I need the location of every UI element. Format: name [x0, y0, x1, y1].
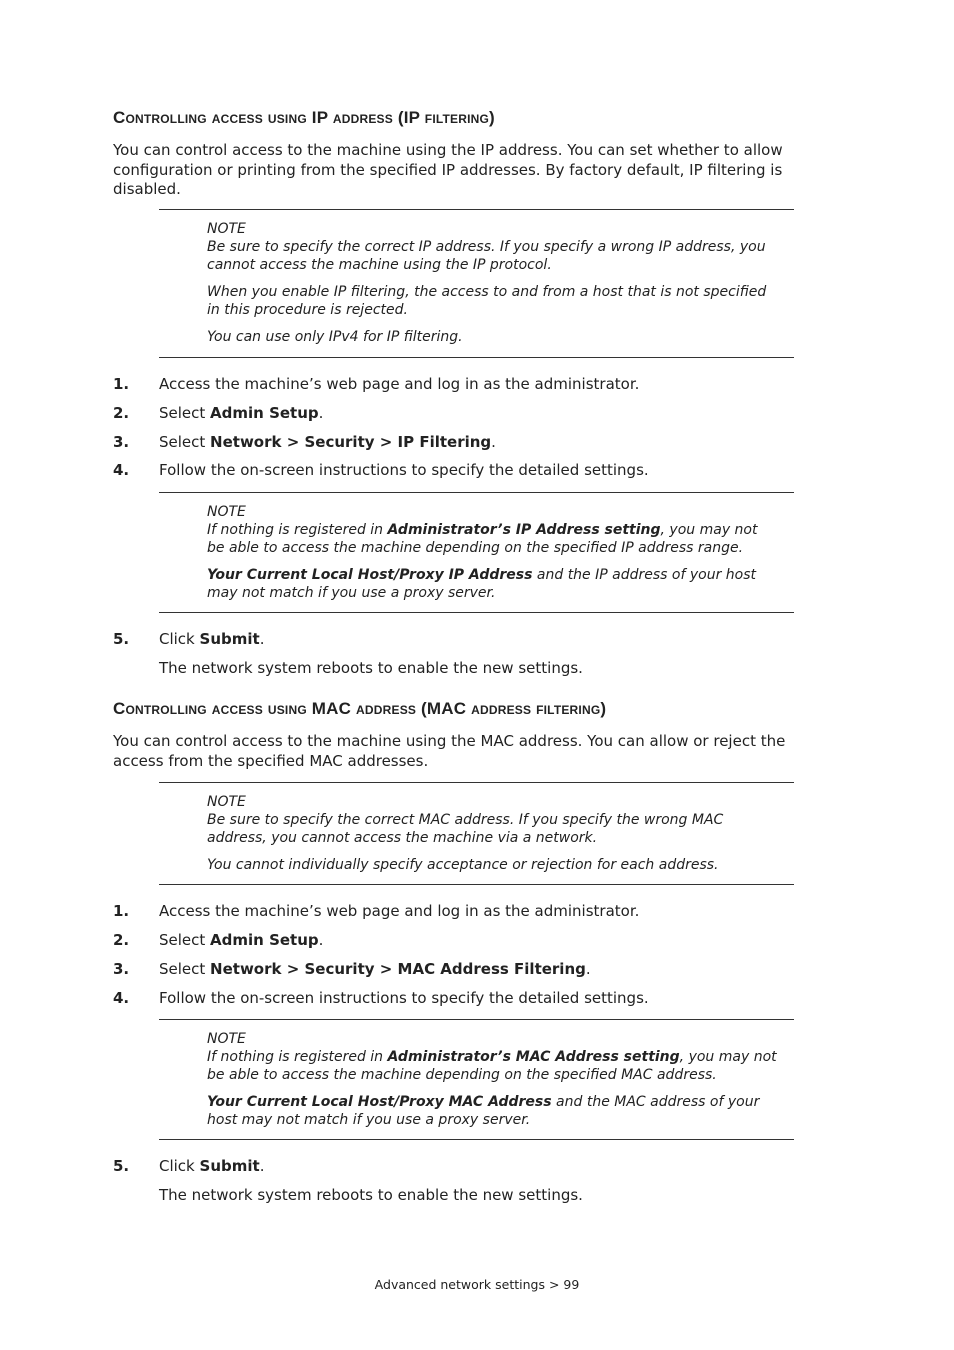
- note-text: You can use only IPv4 for IP filtering.: [207, 329, 463, 345]
- step-text: Click Submit.: [159, 630, 265, 648]
- note-text: When you enable IP filtering, the access to and from a host that is not specified in this procedure is rejected.: [207, 284, 767, 318]
- note-text: Your Current Local Host/Proxy IP Address and the IP address of your host may not match if you use a proxy server.: [207, 567, 756, 601]
- note-text: Your Current Local Host/Proxy MAC Address and the MAC address of your host may not match if you use a proxy server.: [207, 1094, 760, 1128]
- step-text: Select Network > Security > IP Filtering.: [159, 433, 496, 451]
- step-text: Follow the on-screen instructions to specify the detailed settings.: [159, 461, 649, 479]
- step-number: 4.: [113, 461, 130, 479]
- note-label: NOTE: [207, 504, 246, 520]
- step-text: Access the machine’s web page and log in as the administrator.: [159, 902, 640, 920]
- menu-path: Admin Setup: [210, 931, 319, 949]
- button-name: Submit: [199, 1157, 260, 1175]
- menu-path: Admin Setup: [210, 404, 319, 422]
- page-footer: Advanced network settings > 99: [374, 1277, 580, 1292]
- note-label: NOTE: [207, 1031, 246, 1047]
- section-heading-ip-filtering: Controlling access using IP address (IP filtering): [113, 108, 495, 127]
- note-text: Be sure to specify the correct IP address. If you specify a wrong IP address, you cannot access the machine using the IP protocol.: [207, 239, 766, 273]
- step-text: Select Network > Security > MAC Address Filtering.: [159, 960, 591, 978]
- step-number: 4.: [113, 989, 130, 1007]
- menu-path: Network > Security > IP Filtering: [210, 433, 492, 451]
- step-result: The network system reboots to enable the new settings.: [159, 1186, 583, 1204]
- note-text: If nothing is registered in Administrator’s IP Address setting, you may not be able to access the machine depending on the specified IP address range.: [207, 522, 758, 556]
- note-text: If nothing is registered in Administrator’s MAC Address setting, you may not be able to access the machine depending on the specified MAC address.: [207, 1049, 777, 1083]
- step-number: 3.: [113, 960, 130, 978]
- step-text: Follow the on-screen instructions to specify the detailed settings.: [159, 989, 649, 1007]
- step-number: 1.: [113, 375, 130, 393]
- section-intro-ip-filtering: You can control access to the machine using the IP address. You can set whether to allow configuration or printing from the specified IP addresses. By factory default, IP filtering is disabled.: [113, 141, 783, 198]
- step-text: Access the machine’s web page and log in as the administrator.: [159, 375, 640, 393]
- step-number: 3.: [113, 433, 130, 451]
- note-text: Be sure to specify the correct MAC address. If you specify the wrong MAC address, you cannot access the machine via a network.: [207, 812, 724, 846]
- step-number: 1.: [113, 902, 130, 920]
- note-box: [159, 492, 794, 613]
- note-label: NOTE: [207, 794, 246, 810]
- step-number: 2.: [113, 404, 130, 422]
- note-box: [159, 209, 794, 358]
- step-number: 5.: [113, 1157, 130, 1175]
- note-label: NOTE: [207, 221, 246, 237]
- section-heading-mac-filtering: Controlling access using MAC address (MAC address filtering): [113, 699, 607, 718]
- note-text: You cannot individually specify acceptance or rejection for each address.: [207, 857, 719, 873]
- step-number: 5.: [113, 630, 130, 648]
- button-name: Submit: [199, 630, 260, 648]
- note-box: [159, 782, 794, 885]
- step-text: Select Admin Setup.: [159, 404, 324, 422]
- step-number: 2.: [113, 931, 130, 949]
- step-text: Select Admin Setup.: [159, 931, 324, 949]
- section-intro-mac-filtering: You can control access to the machine using the MAC address. You can allow or reject the access from the specified MAC addresses.: [113, 732, 786, 770]
- step-result: The network system reboots to enable the new settings.: [159, 659, 583, 677]
- note-box: [159, 1019, 794, 1140]
- menu-path: Network > Security > MAC Address Filtering: [210, 960, 586, 978]
- step-text: Click Submit.: [159, 1157, 265, 1175]
